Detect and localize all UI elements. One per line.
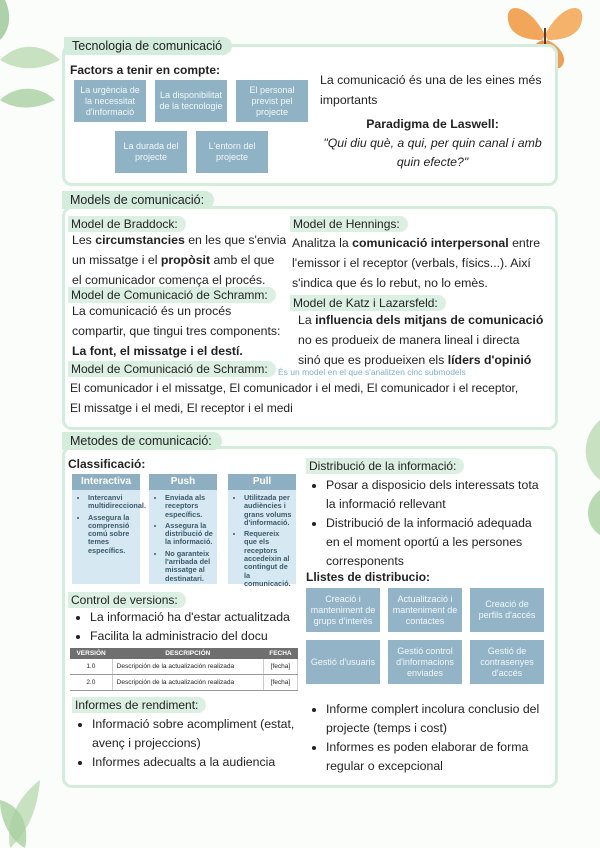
list-item: • Assegura la comprensió comú sobre temes específics. bbox=[88, 514, 138, 555]
schramm1-text: La comunicació és un procés compartir, que tingui tres components: La font, el missatge i el destí. bbox=[72, 304, 281, 358]
section-models-title: Models de comunicació: bbox=[62, 191, 214, 209]
list-item: • Enviada als receptors específics. bbox=[165, 494, 215, 519]
table-header: FECHA bbox=[263, 648, 297, 659]
list-item: • Informes es poden elaborar de forma regular o excepcional bbox=[326, 738, 548, 776]
table-header: VERSIÓN bbox=[70, 648, 112, 659]
column-pull bbox=[228, 474, 296, 588]
informes-left-list bbox=[74, 715, 300, 772]
leaves-right-decoration bbox=[572, 410, 600, 540]
section-metodes-title: Metodes de comunicació: bbox=[62, 432, 222, 450]
informes-title: Informes de rendiment: bbox=[72, 697, 206, 713]
llista-box-grups: Creació i manteniment de grups d'interès bbox=[306, 588, 380, 632]
distribucio-list bbox=[308, 476, 548, 571]
table-cell: Descripción de la actualización realizada bbox=[112, 675, 263, 691]
table-cell: 1.0 bbox=[70, 659, 112, 675]
schramm2-title: Model de Comunicació de Schramm: bbox=[68, 361, 276, 377]
llista-box-informacions: Gestió control d'informacions enviades bbox=[388, 640, 462, 684]
laswell-intro: La comunicació és una de les eines més importants bbox=[320, 73, 542, 107]
list-item: • Posar a disposicio dels interessats tota la informació rellevant bbox=[326, 476, 548, 514]
factors-title: Factors a tenir en compte: bbox=[70, 63, 221, 77]
table-row bbox=[70, 659, 298, 675]
braddock-text: Les circumstancies en les que s'envia un missatge i el propòsit amb el que el comunicador comença el procés. bbox=[72, 233, 287, 287]
hennings-title: Model de Hennings: bbox=[290, 216, 408, 232]
laswell-quote: "Qui diu què, a qui, per quin canal i amb quin efecte?" bbox=[323, 136, 542, 169]
list-item: • La informació ha d'estar actualitzada bbox=[90, 608, 302, 627]
table-cell: Descripción de la actualización realizada bbox=[112, 659, 263, 675]
llista-box-usuaris: Gestió d'usuaris bbox=[306, 640, 380, 684]
llista-box-perfils: Creació de perfils d'accés bbox=[470, 588, 544, 632]
katz-title: Model de Katz i Lazarsfeld: bbox=[290, 295, 446, 311]
hennings-text: Analitza la comunicació interpersonal entre l'emissor i el receptor (verbals, físics...). Així s'indica que és lo rebut, no lo emès. bbox=[292, 236, 541, 290]
table-row bbox=[70, 675, 298, 691]
versions-title: Control de versions: bbox=[68, 592, 186, 608]
table-header: DESCRIPCIÓN bbox=[112, 648, 263, 659]
factor-box-urgencia: La urgència de la necessitat d'informació bbox=[74, 80, 146, 122]
llista-box-contactes: Actualització i manteniment de contactes bbox=[388, 588, 462, 632]
llistes-title: Llistes de distribucio: bbox=[306, 570, 431, 584]
informes-right-list bbox=[308, 700, 548, 776]
column-push-head: Push bbox=[149, 474, 217, 490]
list-item: • No garanteix l'arribada del missatge al destinatari. bbox=[165, 550, 215, 583]
list-item: • Informes adecualts a la audiencia bbox=[92, 753, 300, 772]
list-item: • Assegura la distribució de la informació. bbox=[165, 522, 215, 547]
table-cell: 2.0 bbox=[70, 675, 112, 691]
katz-text: La influencia dels mitjans de comunicació no es produeix de manera lineal i directa sinó que es produeixen els líders d'opinió bbox=[298, 313, 544, 367]
column-pull-head: Pull bbox=[228, 474, 296, 490]
llista-box-contrasenyes: Gestió de contrasenyes d'accés bbox=[470, 640, 544, 684]
schramm2-note: És un model en el que s'analitzen cinc submodels bbox=[278, 367, 466, 377]
list-item: • Informació sobre acompliment (estat, avenç i projeccions) bbox=[92, 715, 300, 753]
column-interactiva-head: Interactiva bbox=[72, 474, 140, 490]
classificacio-title: Classificació: bbox=[68, 457, 146, 471]
list-item: • Facilita la administracio del docu bbox=[90, 627, 302, 646]
column-interactiva bbox=[72, 474, 146, 584]
list-item: • Requereix que els receptors accedeixin al contingut de la comunicació. bbox=[244, 530, 294, 588]
column-push bbox=[149, 474, 217, 584]
table-header-row bbox=[70, 648, 298, 659]
list-item: • Distribució de la informació adequada en el moment oportú a les persones corresponents bbox=[326, 514, 548, 571]
section-tecnologia-title: Tecnologia de comunicació bbox=[64, 37, 232, 55]
laswell-title: Paradigma de Laswell: bbox=[366, 117, 499, 131]
table-cell: [fecha] bbox=[263, 675, 297, 691]
schramm2-text: El comunicador i el missatge, El comunicador i el medi, El comunicador i el receptor, El missatge i el medi, El receptor i el medi bbox=[70, 381, 519, 415]
list-item: • Informe complert incolura conclusio del projecte (temps i cost) bbox=[326, 700, 548, 738]
list-item: • Intercanvi multidireccional. bbox=[88, 494, 138, 511]
factor-box-durada: La durada del projecte bbox=[115, 131, 187, 173]
versions-list bbox=[72, 608, 302, 646]
braddock-title: Model de Braddock: bbox=[68, 216, 186, 232]
list-item: • Utilitzada per audiències i grans volums d'informació. bbox=[244, 494, 294, 527]
factor-box-entorn: L'entorn del projecte bbox=[196, 131, 268, 173]
factor-box-personal: El personal previst pel projecte bbox=[236, 80, 308, 122]
versions-table bbox=[70, 648, 298, 691]
schramm1-title: Model de Comunicació de Schramm: bbox=[68, 287, 276, 303]
leaves-bottom-left-decoration bbox=[0, 760, 70, 848]
factor-box-disponibilitat: La disponibilitat de la tecnologie bbox=[155, 80, 227, 122]
distribucio-title: Distribució de la informació: bbox=[306, 458, 464, 474]
table-cell: [fecha] bbox=[263, 659, 297, 675]
